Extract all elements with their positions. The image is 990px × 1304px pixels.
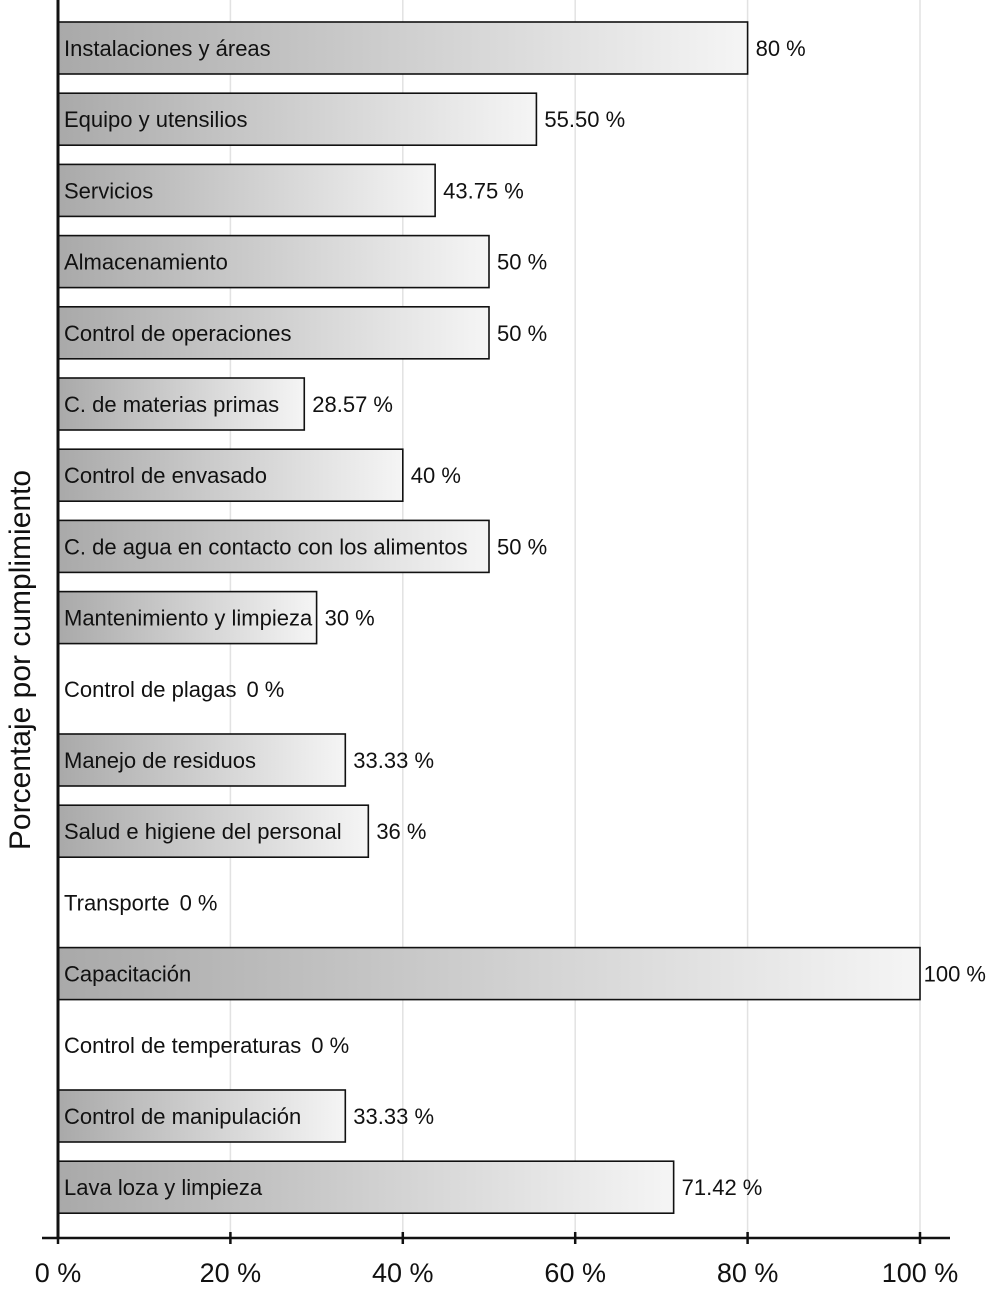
data-label: 50 % — [497, 249, 548, 275]
bar-row — [58, 734, 434, 786]
category-label: Transporte — [64, 890, 170, 916]
category-label: Control de temperaturas — [64, 1032, 302, 1058]
bar-row — [58, 1090, 434, 1142]
category-label: Instalaciones y áreas — [64, 36, 271, 61]
bar-row — [58, 805, 426, 857]
data-label: 100 % — [923, 961, 986, 987]
data-label: 33.33 % — [353, 1104, 435, 1129]
category-label: C. de materias primas — [64, 392, 280, 417]
bar-row — [58, 948, 986, 1000]
x-tick-label: 20 % — [199, 1258, 262, 1288]
bar-row — [58, 520, 547, 572]
data-label: 50 % — [497, 320, 548, 346]
category-label: C. de agua en contacto con los alimentos — [64, 534, 468, 560]
category-label: Equipo y utensilios — [64, 107, 248, 133]
category-label: Mantenimiento y limpieza — [64, 605, 313, 631]
x-axis-ticks — [35, 1232, 959, 1288]
category-label: Capacitación — [64, 961, 192, 987]
bar-row — [58, 378, 393, 430]
bars — [58, 22, 986, 1213]
data-label: 43.75 % — [443, 178, 524, 204]
bar-row — [58, 449, 461, 501]
x-tick-label: 80 % — [716, 1258, 779, 1288]
category-label: Almacenamiento — [64, 249, 228, 275]
x-tick-label: 100 % — [881, 1258, 959, 1288]
bar-row — [58, 307, 547, 359]
category-label: Servicios — [64, 178, 154, 204]
bar-row — [64, 890, 218, 915]
y-axis-title: Porcentaje por cumplimiento — [4, 469, 37, 851]
category-label: Control de envasado — [64, 463, 268, 489]
data-label: 0 % — [246, 676, 285, 702]
bar-row — [58, 592, 375, 644]
data-label: 50 % — [497, 534, 548, 560]
data-label: 36 % — [376, 819, 427, 845]
category-label: Salud e higiene del personal — [64, 819, 342, 845]
data-label: 33.33 % — [353, 748, 435, 773]
x-tick-label: 0 % — [34, 1258, 82, 1288]
category-label: Control de plagas — [64, 676, 237, 702]
bar-row — [64, 677, 284, 702]
bar-row — [58, 1161, 762, 1213]
bar-row — [58, 93, 625, 145]
category-label: Manejo de residuos — [64, 748, 257, 773]
data-label: 80 % — [755, 36, 806, 61]
bar-row — [58, 164, 524, 216]
data-label: 30 % — [324, 605, 375, 631]
data-label: 0 % — [179, 890, 218, 916]
data-label: 71.42 % — [681, 1175, 763, 1201]
data-label: 28.57 % — [312, 392, 394, 417]
data-label: 55.50 % — [544, 107, 626, 133]
bar-row — [58, 22, 806, 74]
data-label: 0 % — [311, 1032, 350, 1058]
category-label: Control de manipulación — [64, 1104, 302, 1129]
x-tick-label: 40 % — [372, 1258, 434, 1288]
x-tick-label: 60 % — [544, 1258, 606, 1288]
bar-row — [58, 236, 547, 288]
category-label: Lava loza y limpieza — [64, 1175, 263, 1201]
bar-row — [64, 1033, 349, 1058]
category-label: Control de operaciones — [64, 320, 292, 346]
data-label: 40 % — [410, 463, 461, 489]
